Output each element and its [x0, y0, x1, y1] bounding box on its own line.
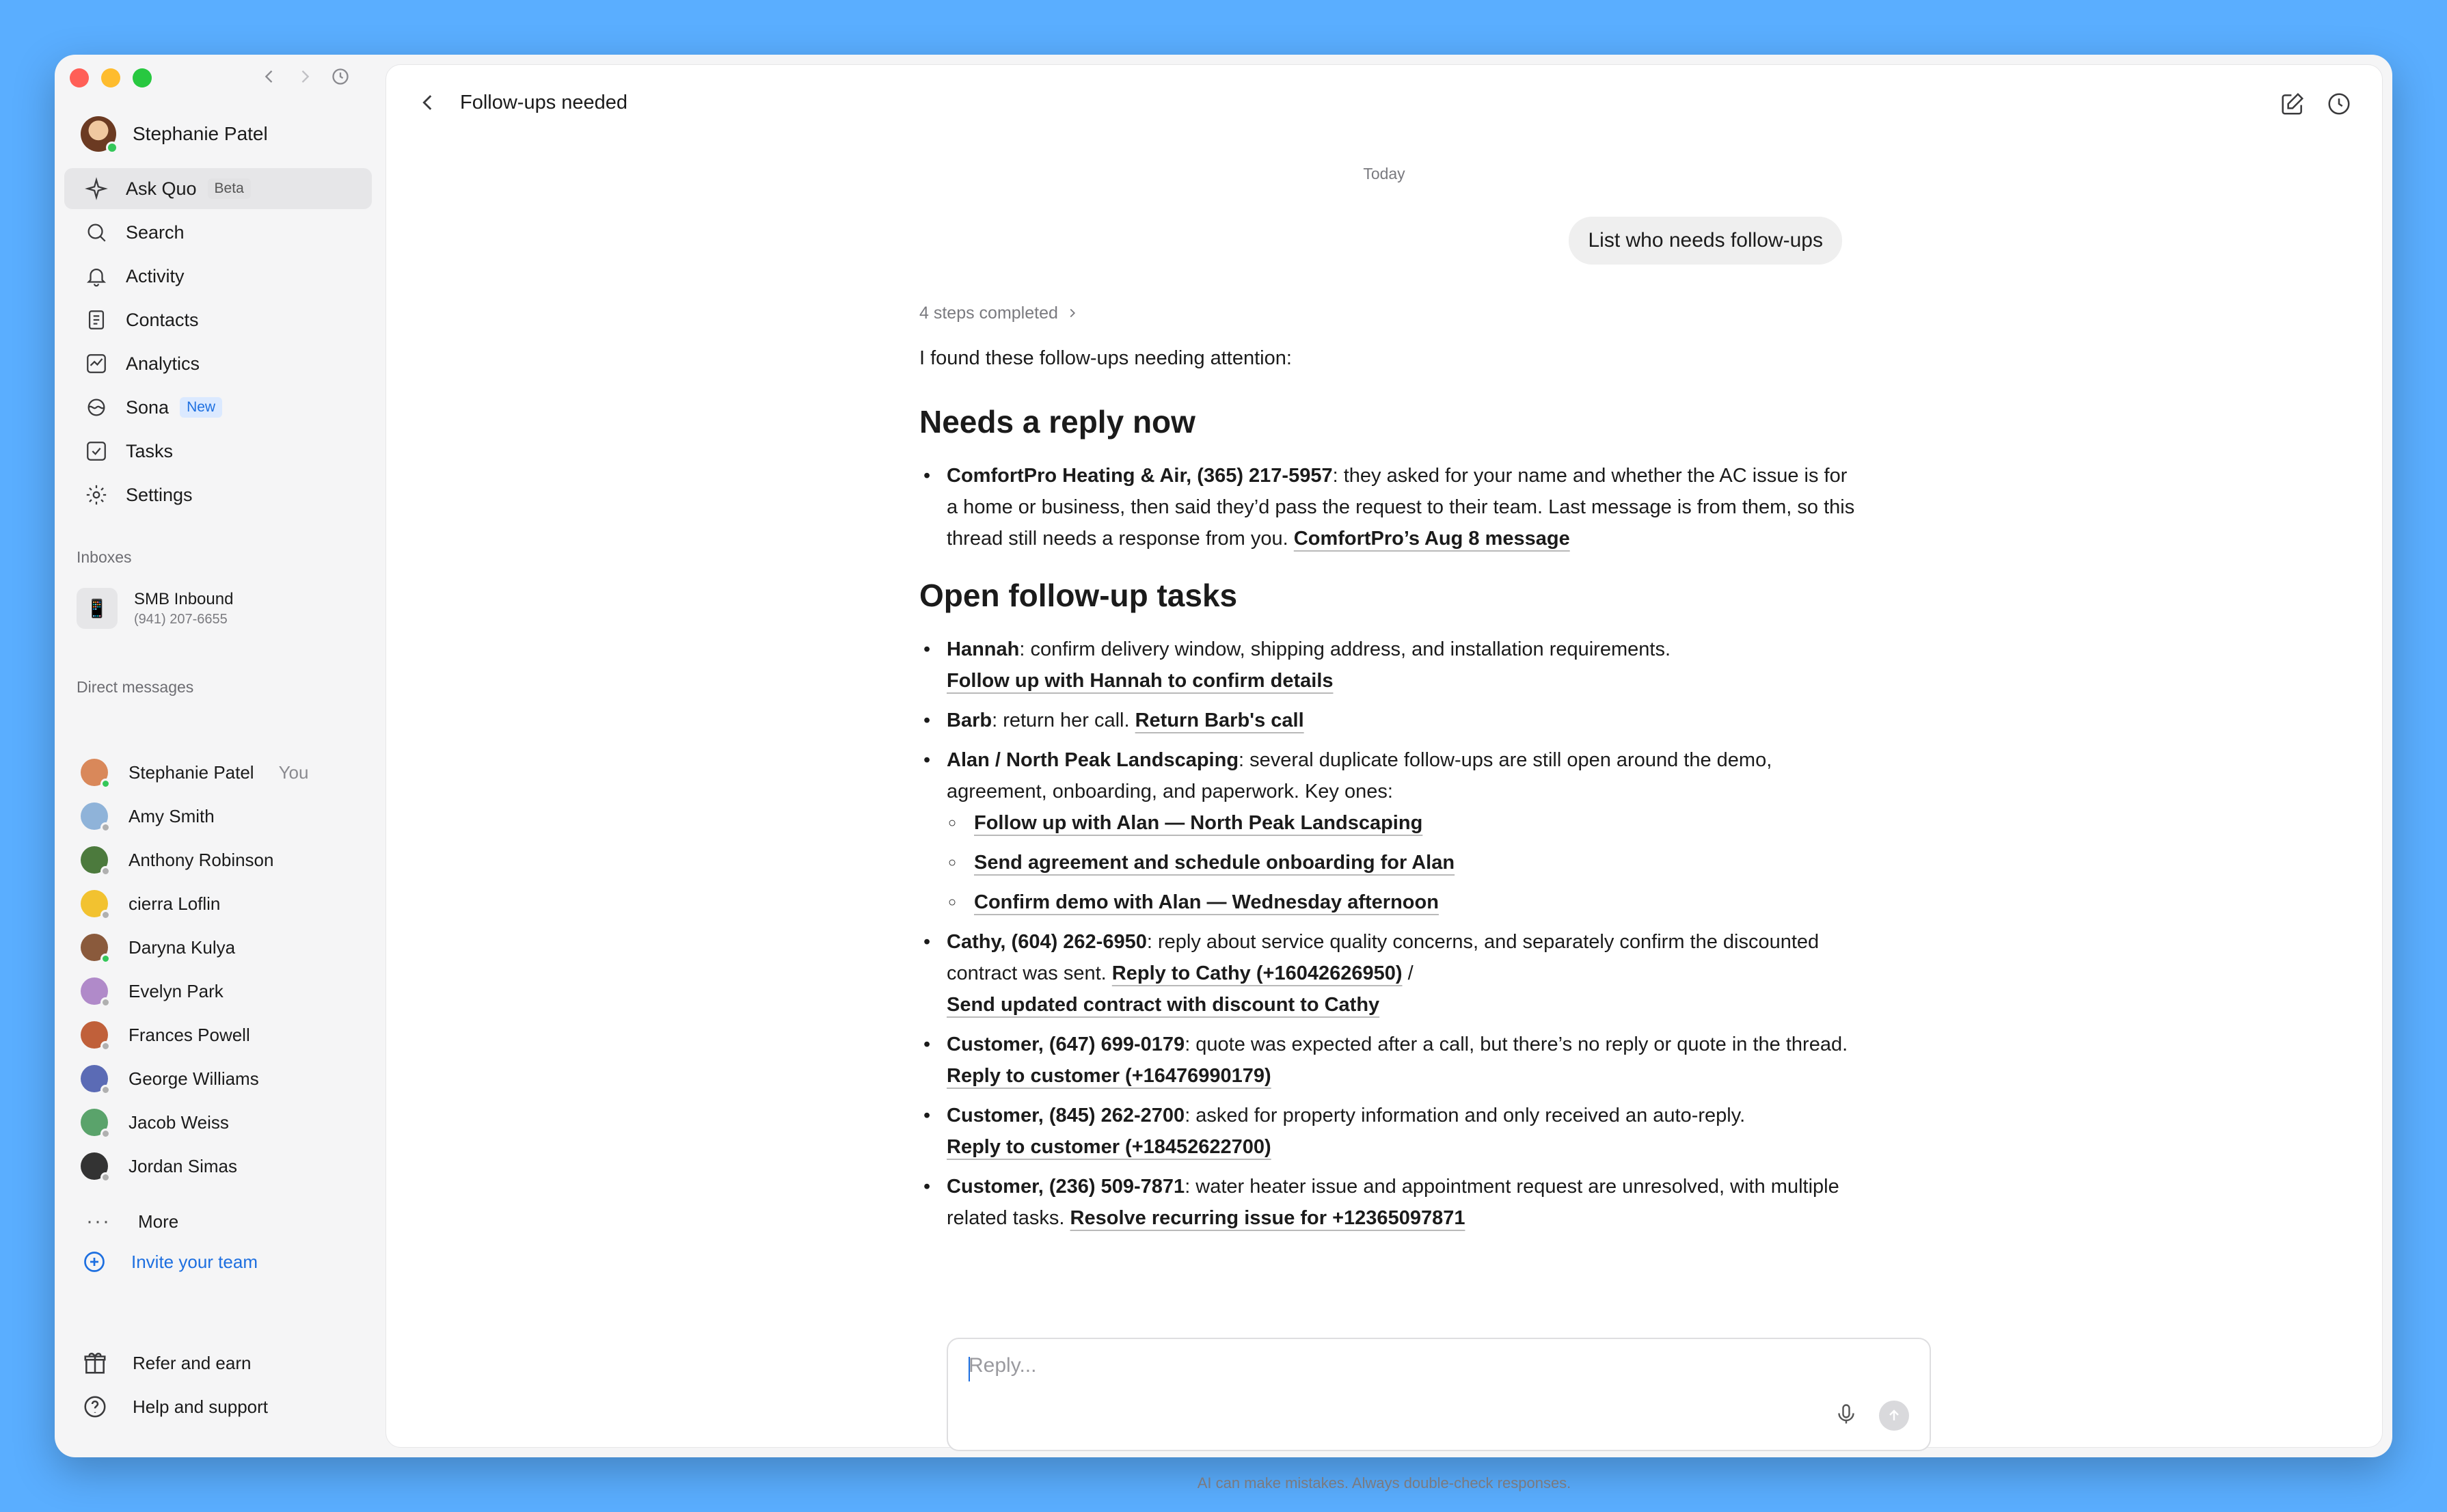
chevron-right-icon: [1065, 306, 1080, 321]
dm-name: Jacob Weiss: [129, 1111, 229, 1133]
main-menu: [64, 168, 372, 518]
avatar: [81, 802, 108, 830]
menu-analytics[interactable]: [64, 343, 372, 384]
menu-tasks[interactable]: [64, 431, 372, 472]
close-window-button[interactable]: [70, 68, 89, 87]
status-dot: [100, 822, 111, 833]
analytics-icon: [85, 352, 108, 375]
beta-badge: Beta: [208, 178, 251, 199]
contact-name: Customer, (845) 262-2700: [947, 1105, 1185, 1126]
tasks-icon: [85, 440, 108, 463]
contact-name: Customer, (647) 699-0179: [947, 1034, 1185, 1055]
menu-label: Tasks: [126, 440, 174, 461]
item-text: : quote was expected after a call, but there’s no reply or quote in the thread.: [1185, 1034, 1848, 1055]
dm-name: Frances Powell: [129, 1024, 250, 1045]
status-dot: [100, 997, 111, 1008]
arrow-up-icon: [1886, 1407, 1902, 1424]
sona-icon: [85, 396, 108, 419]
reply-composer[interactable]: [947, 1338, 1931, 1451]
sub-list-item: [947, 887, 1856, 918]
header-actions: [2280, 91, 2352, 117]
avatar: [81, 846, 108, 874]
more-button[interactable]: [86, 1210, 178, 1233]
help-icon: [82, 1394, 108, 1420]
open-tasks-list: [919, 634, 1856, 1234]
menu-label: Activity: [126, 265, 185, 286]
dm-item[interactable]: [81, 882, 375, 926]
status-dot: [100, 954, 111, 964]
online-status-dot: [106, 141, 118, 154]
menu-settings[interactable]: [64, 474, 372, 515]
steps-toggle[interactable]: [919, 297, 1856, 329]
plus-circle-icon: [82, 1250, 107, 1274]
user-message-bubble: List who needs follow-ups: [1569, 217, 1842, 265]
task-link[interactable]: Send agreement and schedule onboarding for Alan: [974, 852, 1455, 874]
item-text: : confirm delivery window, shipping address, and installation requirements.: [1019, 638, 1671, 660]
menu-activity[interactable]: [64, 256, 372, 297]
help-support-link[interactable]: [82, 1385, 268, 1429]
menu-label: Contacts: [126, 309, 199, 330]
avatar: [81, 1065, 108, 1092]
item-text: : return her call.: [992, 710, 1135, 731]
dm-name: Anthony Robinson: [129, 849, 274, 870]
dm-name: George Williams: [129, 1068, 259, 1089]
item-text: : water heater issue and appointment request are unresolved, with multiple related tasks.: [947, 1176, 1839, 1229]
microphone-icon: [1834, 1402, 1858, 1427]
dm-name: Evelyn Park: [129, 980, 224, 1001]
task-link[interactable]: Send updated contract with discount to Cathy: [947, 994, 1380, 1016]
contact-name: Hannah: [947, 638, 1020, 660]
refer-and-earn-link[interactable]: [82, 1341, 268, 1385]
menu-label: Analytics: [126, 353, 200, 374]
dm-item[interactable]: [81, 794, 375, 838]
menu-sona[interactable]: [64, 387, 372, 428]
direct-messages-heading: Direct messages: [77, 678, 194, 696]
dm-name: Daryna Kulya: [129, 936, 236, 958]
minimize-window-button[interactable]: [101, 68, 120, 87]
back-arrow-icon[interactable]: [260, 67, 279, 86]
bottom-links: [82, 1341, 268, 1429]
dm-item[interactable]: [81, 751, 375, 794]
separator: /: [1402, 962, 1414, 984]
sub-list-item: [947, 807, 1856, 839]
avatar: [81, 890, 108, 917]
sub-list: [947, 807, 1856, 918]
sub-list-item: [947, 847, 1856, 878]
list-item: [919, 705, 1856, 736]
list-item: [919, 1029, 1856, 1092]
heading-open-tasks: Open follow-up tasks: [919, 578, 1238, 613]
list-item: [919, 1100, 1856, 1163]
task-link[interactable]: Reply to Cathy (+16042626950): [1111, 962, 1403, 984]
dm-name: Amy Smith: [129, 805, 215, 826]
task-link[interactable]: Reply to customer (+16476990179): [947, 1065, 1271, 1087]
sidebar: [55, 55, 383, 1457]
dm-item[interactable]: [81, 838, 375, 882]
menu-contacts[interactable]: [64, 299, 372, 340]
contacts-icon: [85, 308, 108, 332]
dm-name: Stephanie Patel: [129, 761, 254, 783]
invite-team-button[interactable]: [82, 1250, 258, 1274]
status-dot: [100, 910, 111, 920]
status-dot: [100, 866, 111, 876]
header: [416, 91, 627, 114]
history-icon[interactable]: [2326, 91, 2352, 117]
avatar: [81, 1021, 108, 1049]
list-item: [919, 744, 1856, 918]
contact-name: Cathy, (604) 262-6950: [947, 931, 1147, 953]
more-dots-icon: ···: [86, 1210, 111, 1232]
send-button[interactable]: [1879, 1401, 1909, 1431]
new-badge: New: [180, 397, 222, 418]
menu-search[interactable]: [64, 212, 372, 253]
avatar: [81, 1152, 108, 1180]
task-link[interactable]: Confirm demo with Alan — Wednesday afternoon: [974, 891, 1439, 913]
heading-needs-reply: Needs a reply now: [919, 404, 1195, 440]
assistant-response: [919, 297, 1856, 1247]
item-text: : several duplicate follow-ups are still open around the demo, agreement, onboarding, and paperwork. Key ones:: [947, 749, 1772, 802]
dm-list: [81, 751, 375, 1188]
date-divider: Today: [1363, 165, 1405, 183]
dm-item[interactable]: [81, 926, 375, 969]
dm-item[interactable]: [81, 1144, 375, 1188]
contact-name: Alan / North Peak Landscaping: [947, 749, 1239, 771]
list-item: [919, 1171, 1856, 1234]
history-clock-icon[interactable]: [331, 67, 350, 86]
inbox-phone: (941) 207-6655: [134, 611, 228, 627]
ai-disclaimer: AI can make mistakes. Always double-check responses.: [1197, 1474, 1571, 1491]
search-icon: [85, 221, 108, 244]
item-text: : asked for property information and only received an auto-reply.: [1185, 1105, 1746, 1126]
response-intro: I found these follow-ups needing attention:: [919, 347, 1292, 369]
task-link[interactable]: Follow up with Alan — North Peak Landscaping: [974, 812, 1423, 834]
task-link[interactable]: Resolve recurring issue for +12365097871: [1070, 1207, 1465, 1229]
list-item: [919, 460, 1856, 554]
back-icon[interactable]: [416, 91, 440, 114]
inbox-name: SMB Inbound: [134, 589, 234, 608]
microphone-button[interactable]: [1834, 1402, 1858, 1430]
message-link[interactable]: ComfortPro’s Aug 8 message: [1293, 528, 1570, 550]
needs-reply-list: [919, 460, 1856, 554]
gift-icon: [82, 1350, 108, 1376]
user-name: Stephanie Patel: [133, 123, 268, 144]
phone-icon: 📱: [77, 588, 118, 629]
more-label: More: [137, 1211, 179, 1232]
list-item: [919, 926, 1856, 1021]
status-dot: [100, 1085, 111, 1095]
maximize-window-button[interactable]: [133, 68, 152, 87]
dm-item[interactable]: [81, 1057, 375, 1101]
menu-label: Search: [126, 221, 185, 243]
avatar: [81, 977, 108, 1005]
bell-icon: [85, 265, 108, 288]
current-user[interactable]: [81, 116, 268, 152]
history-nav: [260, 67, 350, 86]
invite-label: Invite your team: [131, 1251, 258, 1272]
contact-name: Customer, (236) 509-7871: [947, 1176, 1185, 1198]
task-link[interactable]: Reply to customer (+18452622700): [947, 1136, 1271, 1158]
item-text: : they asked for your name and whether the AC issue is for a home or business, then said they’d pass the request to their team. Last message is from them, so this thread still needs a response from you.: [947, 465, 1855, 550]
app-window: [55, 55, 2392, 1491]
reply-input[interactable]: [969, 1354, 1857, 1377]
dm-item[interactable]: [81, 1013, 375, 1057]
help-label: Help and support: [133, 1396, 269, 1417]
main-panel: [386, 64, 2383, 1491]
status-dot: [100, 1172, 111, 1183]
avatar: [81, 759, 108, 786]
sparkle-icon: [85, 177, 108, 200]
dm-item[interactable]: [81, 969, 375, 1013]
list-item: [919, 634, 1856, 697]
inboxes-heading: Inboxes: [77, 548, 132, 566]
menu-ask-quo[interactable]: [64, 168, 372, 209]
status-dot: [100, 779, 111, 789]
task-link[interactable]: Return Barb's call: [1135, 710, 1304, 731]
avatar: [81, 934, 108, 961]
status-dot: [100, 1129, 111, 1139]
gear-icon: [85, 483, 108, 507]
avatar: [81, 1109, 108, 1136]
menu-label: Sona: [126, 396, 170, 418]
refer-label: Refer and earn: [133, 1352, 252, 1373]
contact-name: Barb: [947, 710, 992, 731]
you-label: You: [278, 761, 309, 783]
contact-name: ComfortPro Heating & Air, (365) 217-5957: [947, 465, 1333, 487]
composer-actions: [1834, 1401, 1909, 1431]
user-avatar: [81, 116, 116, 152]
menu-label: Ask Quo: [126, 178, 197, 199]
item-text: : reply about service quality concerns, and separately confirm the discounted contract was sent.: [947, 931, 1820, 984]
menu-label: Settings: [126, 484, 193, 505]
status-dot: [100, 1041, 111, 1051]
dm-name: cierra Loflin: [129, 893, 221, 914]
dm-item[interactable]: [81, 1101, 375, 1144]
page-title: Follow-ups needed: [460, 91, 628, 113]
task-link[interactable]: Follow up with Hannah to confirm details: [947, 670, 1334, 692]
window-controls: [70, 68, 152, 87]
forward-arrow-icon[interactable]: [295, 67, 314, 86]
steps-label: 4 steps completed: [919, 303, 1058, 323]
dm-name: Jordan Simas: [129, 1155, 237, 1176]
compose-icon[interactable]: [2280, 91, 2306, 117]
inbox-smb-inbound[interactable]: [77, 588, 233, 629]
